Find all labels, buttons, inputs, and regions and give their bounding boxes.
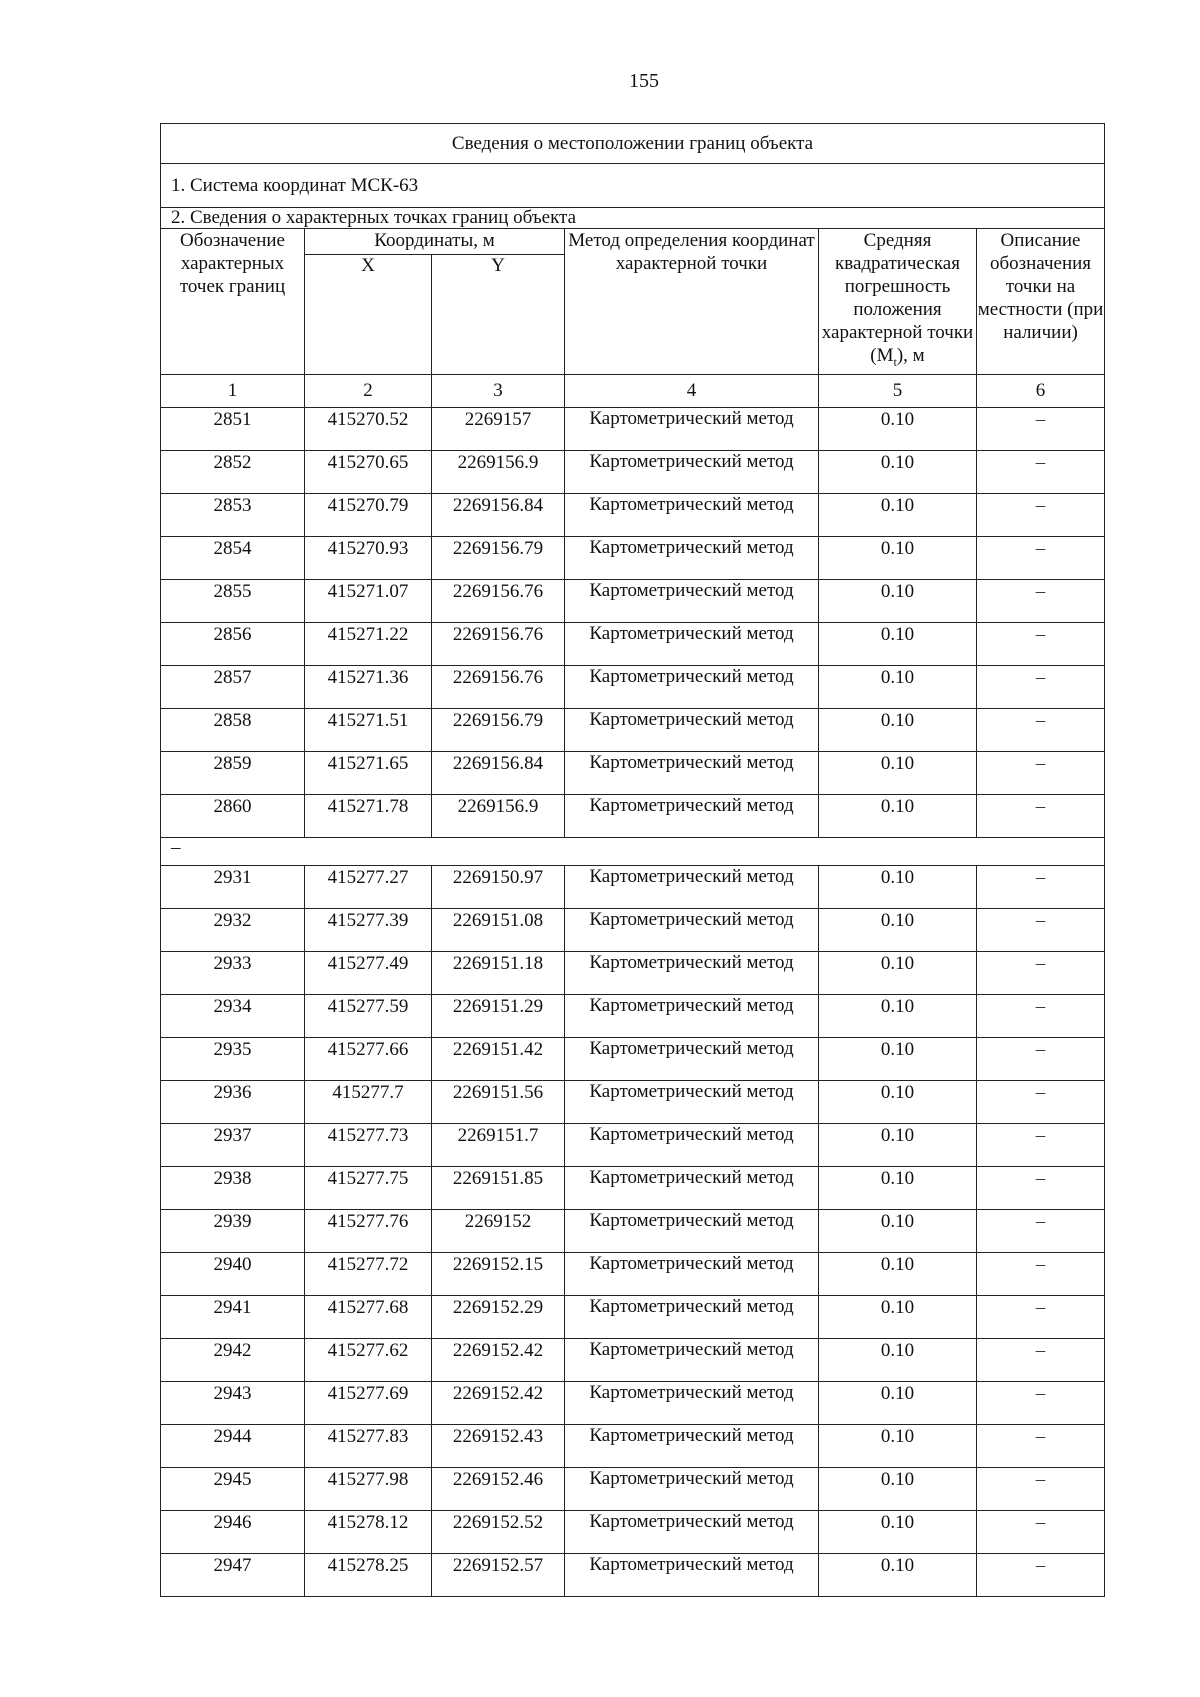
column-number: 1: [161, 374, 305, 407]
y-coordinate-cell: 2269156.84: [432, 751, 565, 794]
method-cell: Картометрический метод: [565, 908, 819, 951]
method-cell: Картометрический метод: [565, 951, 819, 994]
y-coordinate-cell: 2269151.7: [432, 1123, 565, 1166]
table-row: [161, 908, 1105, 951]
x-coordinate-cell: 415271.65: [305, 751, 432, 794]
error-cell: 0.10: [819, 1037, 977, 1080]
point-id-cell: 2856: [161, 622, 305, 665]
table-row: [161, 1424, 1105, 1467]
point-id-cell: 2852: [161, 450, 305, 493]
description-cell: –: [977, 1467, 1105, 1510]
error-cell: 0.10: [819, 951, 977, 994]
point-id-cell: 2945: [161, 1467, 305, 1510]
error-cell: 0.10: [819, 865, 977, 908]
x-coordinate-cell: 415277.62: [305, 1338, 432, 1381]
point-id-cell: 2931: [161, 865, 305, 908]
error-cell: 0.10: [819, 1166, 977, 1209]
table-row: [161, 1381, 1105, 1424]
error-cell: 0.10: [819, 1553, 977, 1596]
description-cell: –: [977, 1295, 1105, 1338]
x-coordinate-cell: 415271.07: [305, 579, 432, 622]
method-cell: Картометрический метод: [565, 536, 819, 579]
method-cell: Картометрический метод: [565, 1037, 819, 1080]
page-number: 155: [629, 70, 659, 92]
x-coordinate-cell: 415277.27: [305, 865, 432, 908]
method-cell: Картометрический метод: [565, 1123, 819, 1166]
x-coordinate-cell: 415271.51: [305, 708, 432, 751]
method-cell: Картометрический метод: [565, 794, 819, 837]
x-coordinate-cell: 415277.68: [305, 1295, 432, 1338]
method-cell: Картометрический метод: [565, 708, 819, 751]
x-coordinate-cell: 415277.72: [305, 1252, 432, 1295]
description-cell: –: [977, 1166, 1105, 1209]
y-coordinate-cell: 2269152.57: [432, 1553, 565, 1596]
header-coordinates: Координаты, м: [305, 229, 565, 255]
method-cell: Картометрический метод: [565, 1295, 819, 1338]
table-row: [161, 536, 1105, 579]
method-cell: Картометрический метод: [565, 579, 819, 622]
y-coordinate-cell: 2269156.76: [432, 579, 565, 622]
table-row: [161, 665, 1105, 708]
x-coordinate-cell: 415277.73: [305, 1123, 432, 1166]
table-row: [161, 865, 1105, 908]
y-coordinate-cell: 2269152.43: [432, 1424, 565, 1467]
point-id-cell: 2947: [161, 1553, 305, 1596]
description-cell: –: [977, 865, 1105, 908]
header-description: Описание обозначения точки на местности (при наличии): [977, 229, 1105, 375]
description-cell: –: [977, 493, 1105, 536]
table-row: [161, 1467, 1105, 1510]
error-cell: 0.10: [819, 908, 977, 951]
x-coordinate-cell: 415277.66: [305, 1037, 432, 1080]
error-cell: 0.10: [819, 536, 977, 579]
table-row: [161, 579, 1105, 622]
description-cell: –: [977, 1209, 1105, 1252]
point-id-cell: 2855: [161, 579, 305, 622]
error-cell: 0.10: [819, 407, 977, 450]
table-row: [161, 1123, 1105, 1166]
header-method: Метод определения координат характерной точки: [565, 229, 819, 375]
error-cell: 0.10: [819, 1123, 977, 1166]
point-id-cell: 2860: [161, 794, 305, 837]
description-cell: –: [977, 536, 1105, 579]
y-coordinate-cell: 2269151.56: [432, 1080, 565, 1123]
x-coordinate-cell: 415270.52: [305, 407, 432, 450]
x-coordinate-cell: 415277.7: [305, 1080, 432, 1123]
y-coordinate-cell: 2269152.29: [432, 1295, 565, 1338]
method-cell: Картометрический метод: [565, 622, 819, 665]
header-error: Средняя квадратическая погрешность положения характерной точки $(M_t)$, м: [819, 229, 977, 375]
table-row: [161, 450, 1105, 493]
description-cell: –: [977, 708, 1105, 751]
description-cell: –: [977, 622, 1105, 665]
table-row: [161, 1510, 1105, 1553]
table-row: [161, 751, 1105, 794]
point-id-cell: 2943: [161, 1381, 305, 1424]
description-cell: –: [977, 665, 1105, 708]
boundary-points-table: [160, 123, 1105, 1597]
point-id-cell: 2941: [161, 1295, 305, 1338]
table-row: [161, 1553, 1105, 1596]
table-row: [161, 622, 1105, 665]
error-cell: 0.10: [819, 1381, 977, 1424]
x-coordinate-cell: 415277.69: [305, 1381, 432, 1424]
point-id-cell: 2938: [161, 1166, 305, 1209]
y-coordinate-cell: 2269150.97: [432, 865, 565, 908]
header-x: X: [305, 254, 432, 374]
description-cell: –: [977, 908, 1105, 951]
error-cell: 0.10: [819, 1295, 977, 1338]
separator-dash: –: [161, 837, 1105, 865]
error-cell: 0.10: [819, 1424, 977, 1467]
point-id-cell: 2937: [161, 1123, 305, 1166]
error-cell: 0.10: [819, 579, 977, 622]
point-id-cell: 2853: [161, 493, 305, 536]
point-id-cell: 2932: [161, 908, 305, 951]
method-cell: Картометрический метод: [565, 1510, 819, 1553]
point-id-cell: 2944: [161, 1424, 305, 1467]
description-cell: –: [977, 1338, 1105, 1381]
header-designation: Обозначение характерных точек границ: [161, 229, 305, 375]
method-cell: Картометрический метод: [565, 994, 819, 1037]
table-row: [161, 794, 1105, 837]
description-cell: –: [977, 1510, 1105, 1553]
column-number: 4: [565, 374, 819, 407]
point-id-cell: 2859: [161, 751, 305, 794]
description-cell: –: [977, 994, 1105, 1037]
y-coordinate-cell: 2269151.18: [432, 951, 565, 994]
x-coordinate-cell: 415270.65: [305, 450, 432, 493]
y-coordinate-cell: 2269151.08: [432, 908, 565, 951]
error-cell: 0.10: [819, 751, 977, 794]
x-coordinate-cell: 415278.12: [305, 1510, 432, 1553]
y-coordinate-cell: 2269152.42: [432, 1381, 565, 1424]
method-cell: Картометрический метод: [565, 1080, 819, 1123]
table-row: [161, 1037, 1105, 1080]
description-cell: –: [977, 407, 1105, 450]
method-cell: Картометрический метод: [565, 1209, 819, 1252]
y-coordinate-cell: 2269152.42: [432, 1338, 565, 1381]
table-row: [161, 407, 1105, 450]
y-coordinate-cell: 2269156.76: [432, 665, 565, 708]
table-row: [161, 1209, 1105, 1252]
point-id-cell: 2934: [161, 994, 305, 1037]
method-cell: Картометрический метод: [565, 1424, 819, 1467]
y-coordinate-cell: 2269157: [432, 407, 565, 450]
x-coordinate-cell: 415277.59: [305, 994, 432, 1037]
description-cell: –: [977, 1252, 1105, 1295]
x-coordinate-cell: 415277.98: [305, 1467, 432, 1510]
y-coordinate-cell: 2269152.46: [432, 1467, 565, 1510]
point-id-cell: 2939: [161, 1209, 305, 1252]
y-coordinate-cell: 2269151.85: [432, 1166, 565, 1209]
y-coordinate-cell: 2269156.76: [432, 622, 565, 665]
method-cell: Картометрический метод: [565, 1381, 819, 1424]
error-cell: 0.10: [819, 665, 977, 708]
error-cell: 0.10: [819, 1080, 977, 1123]
x-coordinate-cell: 415277.76: [305, 1209, 432, 1252]
column-number: 3: [432, 374, 565, 407]
y-coordinate-cell: 2269152: [432, 1209, 565, 1252]
y-coordinate-cell: 2269156.9: [432, 794, 565, 837]
table-row: [161, 708, 1105, 751]
method-cell: Картометрический метод: [565, 1338, 819, 1381]
table-row: [161, 1338, 1105, 1381]
point-id-cell: 2858: [161, 708, 305, 751]
point-id-cell: 2851: [161, 407, 305, 450]
description-cell: –: [977, 1381, 1105, 1424]
y-coordinate-cell: 2269152.52: [432, 1510, 565, 1553]
description-cell: –: [977, 951, 1105, 994]
x-coordinate-cell: 415278.25: [305, 1553, 432, 1596]
method-cell: Картометрический метод: [565, 1252, 819, 1295]
description-cell: –: [977, 579, 1105, 622]
description-cell: –: [977, 1080, 1105, 1123]
header-y: Y: [432, 254, 565, 374]
y-coordinate-cell: 2269156.9: [432, 450, 565, 493]
point-id-cell: 2857: [161, 665, 305, 708]
error-cell: 0.10: [819, 994, 977, 1037]
point-id-cell: 2935: [161, 1037, 305, 1080]
method-cell: Картометрический метод: [565, 751, 819, 794]
y-coordinate-cell: 2269156.79: [432, 536, 565, 579]
point-id-cell: 2942: [161, 1338, 305, 1381]
description-cell: –: [977, 1553, 1105, 1596]
error-cell: 0.10: [819, 1252, 977, 1295]
point-id-cell: 2933: [161, 951, 305, 994]
x-coordinate-cell: 415270.79: [305, 493, 432, 536]
error-cell: 0.10: [819, 450, 977, 493]
x-coordinate-cell: 415277.49: [305, 951, 432, 994]
error-cell: 0.10: [819, 1338, 977, 1381]
x-coordinate-cell: 415270.93: [305, 536, 432, 579]
error-cell: 0.10: [819, 1467, 977, 1510]
section-title: 2. Сведения о характерных точках границ объекта: [161, 208, 1105, 229]
method-cell: Картометрический метод: [565, 1166, 819, 1209]
y-coordinate-cell: 2269151.29: [432, 994, 565, 1037]
column-number: 2: [305, 374, 432, 407]
x-coordinate-cell: 415271.36: [305, 665, 432, 708]
point-id-cell: 2854: [161, 536, 305, 579]
point-id-cell: 2940: [161, 1252, 305, 1295]
coordinate-system: 1. Система координат МСК-63: [161, 164, 1105, 208]
table-row: [161, 1080, 1105, 1123]
method-cell: Картометрический метод: [565, 865, 819, 908]
description-cell: –: [977, 1037, 1105, 1080]
error-cell: 0.10: [819, 493, 977, 536]
x-coordinate-cell: 415271.22: [305, 622, 432, 665]
table-row: [161, 994, 1105, 1037]
method-cell: Картометрический метод: [565, 407, 819, 450]
table-row: [161, 951, 1105, 994]
method-cell: Картометрический метод: [565, 1467, 819, 1510]
description-cell: –: [977, 751, 1105, 794]
table-row: [161, 493, 1105, 536]
error-cell: 0.10: [819, 1510, 977, 1553]
point-id-cell: 2936: [161, 1080, 305, 1123]
table-row: [161, 1295, 1105, 1338]
y-coordinate-cell: 2269151.42: [432, 1037, 565, 1080]
point-id-cell: 2946: [161, 1510, 305, 1553]
x-coordinate-cell: 415277.39: [305, 908, 432, 951]
method-cell: Картометрический метод: [565, 450, 819, 493]
y-coordinate-cell: 2269156.84: [432, 493, 565, 536]
error-cell: 0.10: [819, 622, 977, 665]
description-cell: –: [977, 450, 1105, 493]
error-cell: 0.10: [819, 1209, 977, 1252]
x-coordinate-cell: 415277.75: [305, 1166, 432, 1209]
method-cell: Картометрический метод: [565, 665, 819, 708]
error-cell: 0.10: [819, 794, 977, 837]
y-coordinate-cell: 2269152.15: [432, 1252, 565, 1295]
table-row: [161, 1166, 1105, 1209]
column-number: 6: [977, 374, 1105, 407]
method-cell: Картометрический метод: [565, 493, 819, 536]
separator-row: [161, 837, 1105, 865]
x-coordinate-cell: 415277.83: [305, 1424, 432, 1467]
column-number: 5: [819, 374, 977, 407]
table-title: Сведения о местоположении границ объекта: [161, 124, 1105, 164]
description-cell: –: [977, 1424, 1105, 1467]
method-cell: Картометрический метод: [565, 1553, 819, 1596]
error-cell: 0.10: [819, 708, 977, 751]
description-cell: –: [977, 1123, 1105, 1166]
y-coordinate-cell: 2269156.79: [432, 708, 565, 751]
x-coordinate-cell: 415271.78: [305, 794, 432, 837]
table-row: [161, 1252, 1105, 1295]
description-cell: –: [977, 794, 1105, 837]
